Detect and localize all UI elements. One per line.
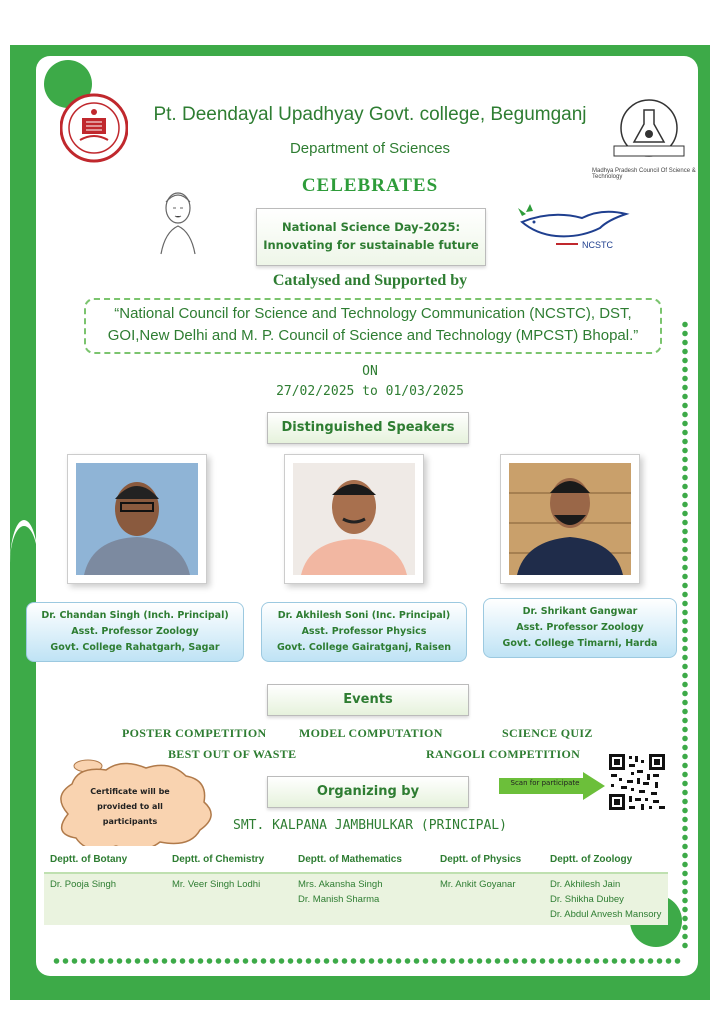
college-name: Pt. Deendayal Upadhyay Govt. college, Begumganj (153, 104, 587, 125)
support-heading: Catalysed and Supported by (272, 272, 468, 289)
speaker-photo-2 (284, 454, 424, 584)
speaker-1-college: Govt. College Rahatgarh, Sagar (50, 642, 220, 653)
ncstc-logo-text: NCSTC (582, 240, 613, 250)
supporters-box (84, 298, 662, 354)
theme-line-1: National Science Day-2025: (281, 220, 461, 234)
certificate-line-3: participants (102, 817, 158, 826)
speakers-heading: Distinguished Speakers (267, 412, 469, 444)
mpcst-logo-icon (604, 96, 694, 166)
member-name: Dr. Abdul Anvesh Mansory (550, 909, 662, 920)
border-wave-decoration (10, 520, 38, 606)
speaker-1-portrait-icon (76, 463, 198, 575)
mathematics-members (292, 873, 434, 925)
dept-header-mathematics: Deptt. of Mathematics (292, 846, 434, 873)
qr-code-icon[interactable] (607, 752, 667, 812)
event-item: SCIENCE QUIZ (502, 726, 593, 740)
botany-members (44, 873, 166, 925)
speaker-photo-1 (67, 454, 207, 584)
event-dates: 27/02/2025 to 01/03/2025 (276, 384, 464, 399)
mpcst-caption: Madhya Pradesh Council Of Science & Technology (592, 168, 696, 180)
certificate-line-1: Certificate will be (90, 787, 170, 796)
organizing-heading: Organizing by (267, 776, 469, 808)
speaker-card-2 (261, 602, 467, 662)
qr-label: Scan for participate (510, 779, 580, 787)
member-name: Mrs. Akansha Singh (298, 879, 383, 890)
member-name: Mr. Ankit Goyanar (440, 879, 516, 890)
chemistry-members (166, 873, 292, 925)
ncstc-dove-logo-icon (512, 200, 632, 252)
supporters-line-1: “National Council for Science and Technology Communication (NCSTC), DST, (114, 305, 632, 322)
member-name: Dr. Manish Sharma (298, 894, 380, 905)
speaker-2-designation: Asst. Professor Physics (301, 626, 427, 637)
speaker-2-portrait-icon (293, 463, 415, 575)
speaker-card-3 (483, 598, 677, 658)
speaker-photo-3 (500, 454, 640, 584)
dotted-border-bottom (52, 958, 682, 964)
dept-header-zoology: Deptt. of Zoology (544, 846, 668, 873)
dept-header-botany: Deptt. of Botany (44, 846, 166, 873)
dept-header-physics: Deptt. of Physics (434, 846, 544, 873)
speaker-3-designation: Asst. Professor Zoology (516, 622, 644, 633)
theme-line-2: Innovating for sustainable future (263, 238, 479, 252)
member-name: Mr. Veer Singh Lodhi (172, 879, 261, 890)
scientist-sketch-icon (153, 186, 203, 256)
department-name: Department of Sciences (289, 140, 451, 157)
speaker-card-1 (26, 602, 244, 662)
speaker-3-portrait-icon (509, 463, 631, 575)
celebrates-heading: CELEBRATES (301, 175, 439, 196)
speaker-2-college: Govt. College Gairatganj, Raisen (276, 642, 452, 653)
speaker-3-name: Dr. Shrikant Gangwar (522, 606, 638, 617)
member-name: Dr. Shikha Dubey (550, 894, 624, 905)
speaker-2-name: Dr. Akhilesh Soni (Inc. Principal) (277, 610, 451, 621)
event-item: POSTER COMPETITION (122, 726, 267, 740)
college-seal-icon (60, 92, 128, 164)
principal-name: SMT. KALPANA JAMBHULKAR (PRINCIPAL) (233, 818, 507, 833)
speaker-3-college: Govt. College Timarni, Harda (502, 638, 658, 649)
event-item: MODEL COMPUTATION (299, 726, 443, 740)
event-item: BEST OUT OF WASTE (168, 747, 297, 761)
speaker-1-name: Dr. Chandan Singh (Inch. Principal) (41, 610, 229, 621)
department-table (44, 846, 668, 925)
member-name: Dr. Akhilesh Jain (550, 879, 621, 890)
supporters-line-2: GOI,New Delhi and M. P. Council of Science and Technology (MPCST) Bhopal.” (107, 327, 639, 344)
speaker-1-designation: Asst. Professor Zoology (71, 626, 199, 637)
on-label: ON (362, 364, 378, 379)
physics-members (434, 873, 544, 925)
dept-header-chemistry: Deptt. of Chemistry (166, 846, 292, 873)
dotted-border-right (682, 320, 688, 950)
certificate-line-2: provided to all (97, 802, 163, 811)
events-heading: Events (267, 684, 469, 716)
member-name: Dr. Pooja Singh (50, 879, 117, 890)
department-header-row (44, 846, 668, 873)
table-row (44, 873, 668, 925)
theme-box (256, 208, 486, 266)
event-item: RANGOLI COMPETITION (426, 747, 581, 761)
zoology-members (544, 873, 668, 925)
